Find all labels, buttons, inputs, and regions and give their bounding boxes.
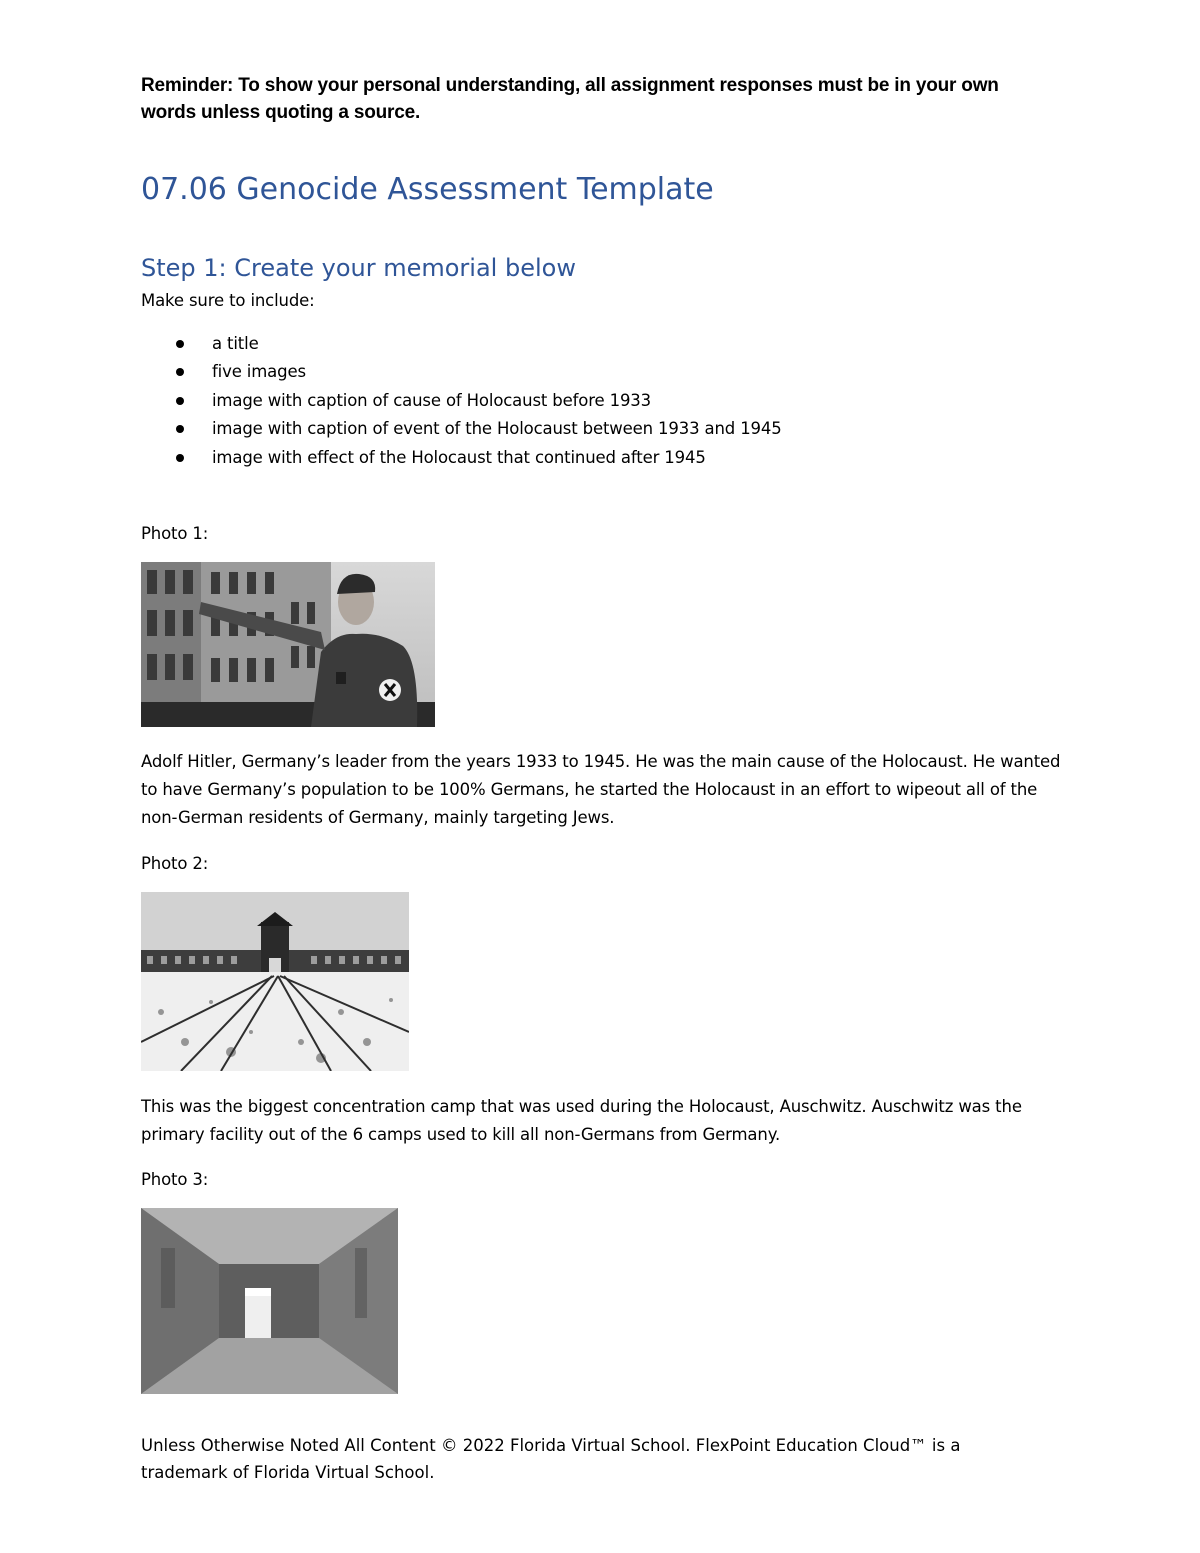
copyright-footer: Unless Otherwise Noted All Content © 2022 Florida Virtual School. FlexPoint Education Cloud™ is a trademark of Florida Virtual School.: [141, 1436, 961, 1482]
photo-1-caption: Adolf Hitler, Germany’s leader from the years 1933 to 1945. He was the main cause of the Holocaust. He wanted to have Germany’s population to be 100% Germans, he started the Holocaust in an effort to wipeout all of the non-German residents of Germany, mainly targeting Jews.: [141, 752, 1061, 827]
photo-3-image: [141, 1208, 398, 1394]
requirements-list: [141, 330, 782, 472]
photo-1-image: [141, 562, 435, 727]
photo-2-caption: This was the biggest concentration camp that was used during the Holocaust, Auschwitz. Auschwitz was the primary facility out of the 6 camps used to kill all non-Germans from Germany.: [141, 1097, 1022, 1144]
list-item: image with caption of event of the Holocaust between 1933 and 1945: [141, 415, 782, 443]
bullet-icon: [176, 425, 184, 433]
bullet-icon: [176, 397, 184, 405]
list-item: a title: [141, 330, 782, 358]
photo-2-label: Photo 2:: [141, 854, 209, 873]
document-title: 07.06 Genocide Assessment Template: [141, 172, 714, 207]
photo-1-label: Photo 1:: [141, 524, 209, 543]
list-item: five images: [141, 358, 782, 386]
bullet-icon: [176, 368, 184, 376]
bullet-icon: [176, 340, 184, 348]
instructions-intro: Make sure to include:: [141, 291, 315, 310]
step-1-heading: Step 1: Create your memorial below: [141, 254, 576, 282]
reminder-note: Reminder: To show your personal understanding, all assignment responses must be in your own words unless quoting a source.: [141, 75, 999, 123]
list-item: image with effect of the Holocaust that continued after 1945: [141, 444, 782, 472]
photo-3-label: Photo 3:: [141, 1170, 209, 1189]
bullet-icon: [176, 454, 184, 462]
photo-2-image: [141, 892, 409, 1071]
list-item: image with caption of cause of Holocaust before 1933: [141, 387, 782, 415]
